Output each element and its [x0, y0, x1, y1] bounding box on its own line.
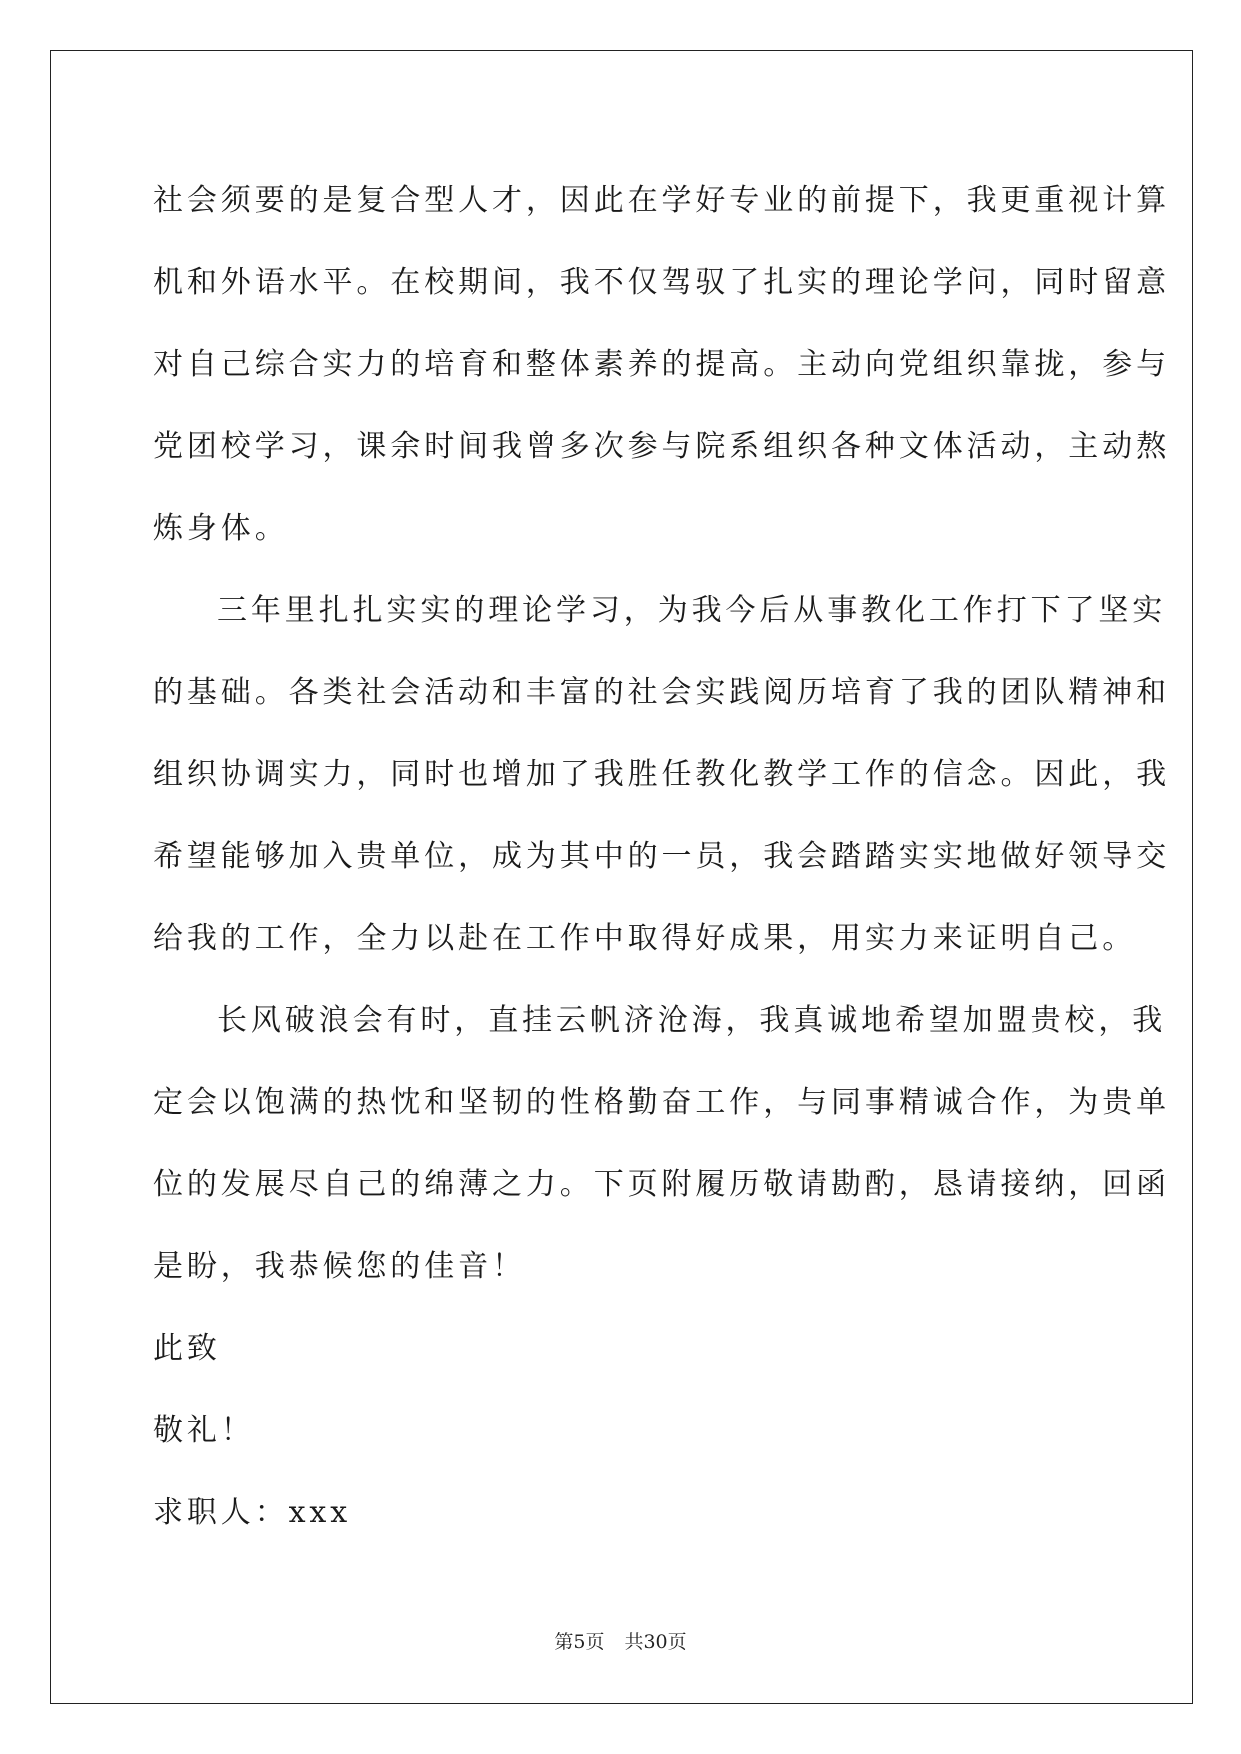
closing-salutation: 此致 [153, 1331, 221, 1366]
signature-line: 求职人：xxx [153, 1495, 352, 1530]
text-line: 炼身体。 [153, 511, 289, 546]
text-line: 组织协调实力，同时也增加了我胜任教化教学工作的信念。因此，我 [153, 757, 1170, 792]
page-footer [0, 1630, 1241, 1654]
text-line: 党团校学习，课余时间我曾多次参与院系组织各种文体活动，主动熬 [153, 429, 1170, 464]
text-line: 位的发展尽自己的绵薄之力。下页附履历敬请勘酌，恳请接纳，回函 [153, 1167, 1170, 1202]
page-number-total: 共30页 [624, 1631, 687, 1653]
paragraph-start-line: 长风破浪会有时，直挂云帆济沧海，我真诚地希望加盟贵校，我 [217, 1003, 1167, 1038]
text-line: 希望能够加入贵单位，成为其中的一员，我会踏踏实实地做好领导交 [153, 839, 1170, 874]
text-line: 定会以饱满的热忱和坚韧的性格勤奋工作，与同事精诚合作，为贵单 [153, 1085, 1170, 1120]
paragraph-start-line: 三年里扎扎实实的理论学习，为我今后从事教化工作打下了坚实 [217, 593, 1167, 628]
text-line: 对自己综合实力的培育和整体素养的提高。主动向党组织靠拢，参与 [153, 347, 1170, 382]
page-number-current: 第5页 [554, 1631, 605, 1653]
text-line: 的基础。各类社会活动和丰富的社会实践阅历培育了我的团队精神和 [153, 675, 1170, 710]
text-line: 社会须要的是复合型人才，因此在学好专业的前提下，我更重视计算 [153, 183, 1170, 218]
text-line: 给我的工作，全力以赴在工作中取得好成果，用实力来证明自己。 [153, 921, 1137, 956]
closing-regards: 敬礼！ [153, 1413, 255, 1448]
letter-body [153, 160, 1170, 1554]
text-line: 机和外语水平。在校期间，我不仅驾驭了扎实的理论学问，同时留意 [153, 265, 1170, 300]
text-line: 是盼，我恭候您的佳音！ [153, 1249, 526, 1284]
